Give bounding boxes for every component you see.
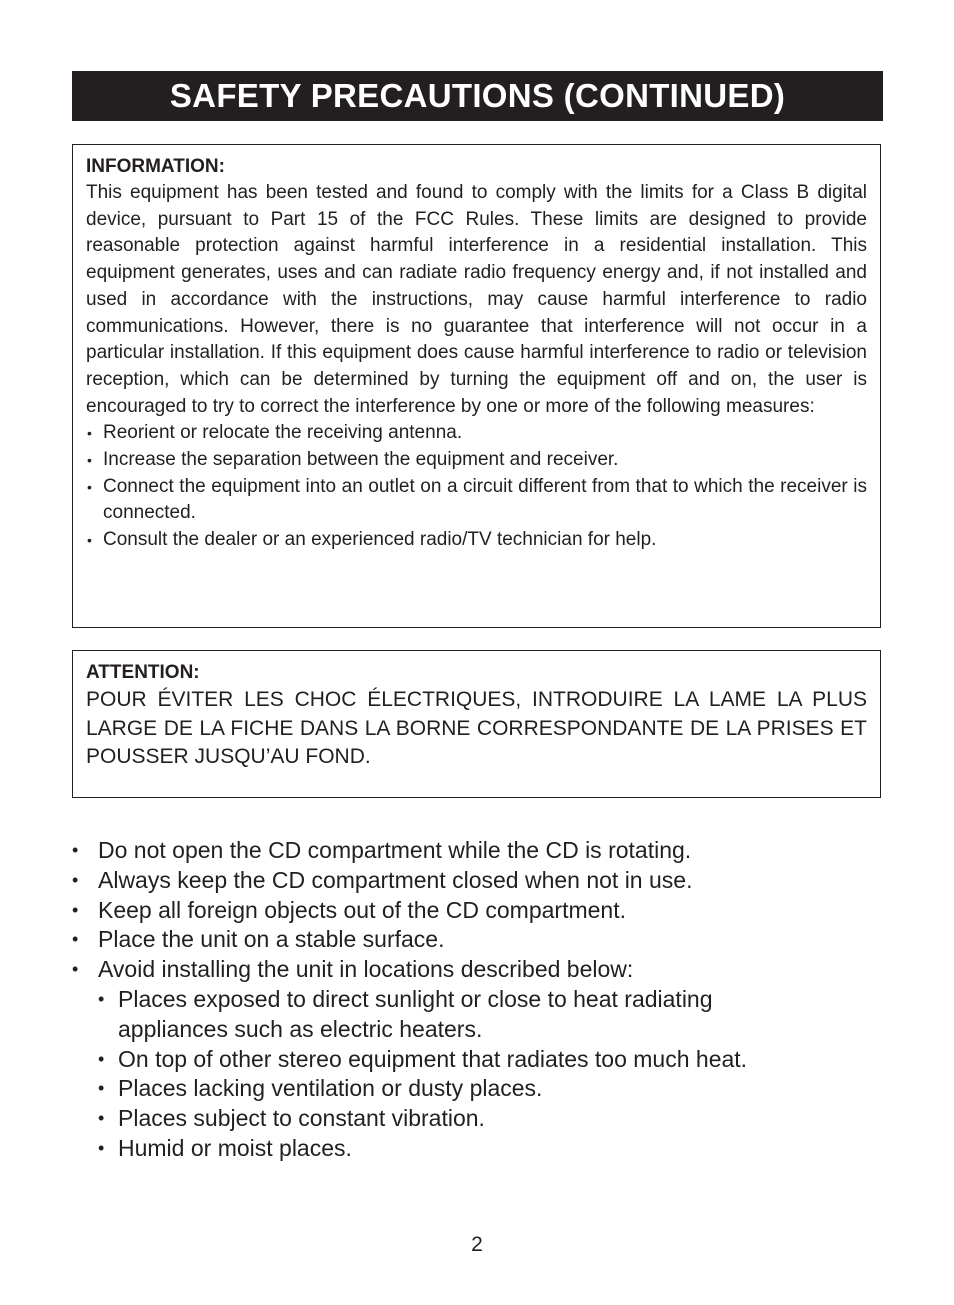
page-number: 2 (471, 1233, 483, 1256)
location-item: • Places subject to constant vibration. (98, 1104, 772, 1134)
precaution-item: • Place the unit on a stable surface. (72, 925, 772, 955)
measure-item: • Increase the separation between the equipment and receiver. (86, 447, 867, 474)
bullet-icon: • (98, 988, 105, 1009)
information-heading: INFORMATION: (86, 156, 225, 177)
information-box (72, 144, 881, 628)
precaution-item: • Keep all foreign objects out of the CD compartment. (72, 896, 772, 926)
precaution-item: • Do not open the CD compartment while the CD is rotating. (72, 836, 772, 866)
page-title: SAFETY PRECAUTIONS (CONTINUED) (169, 77, 786, 114)
locations-list (98, 985, 772, 1164)
information-text: This equipment has been tested and found to comply with the limits for a Class B digital device, pursuant to Part 15 of the FCC Rules. These limits are designed to provide reasonable protection against harmful interference in a residential installation. This equipment generates, uses and can radiate radio frequency energy and, if not installed and used in accordance with the instructions, may cause harmful interference to radio communications. However, there is no guarantee that interference will not occur in a particular installation. If this equipment does cause harmful interference to radio or television reception, which can be determined by turning the equipment off and on, the user is encouraged to try to correct the interference by one or more of the following measures: (86, 182, 867, 417)
measure-item: • Reorient or relocate the receiving antenna. (86, 420, 867, 447)
precaution-item: • Avoid installing the unit in locations described below: • Places exposed to direct sunlight or close to heat radiating appliances such as electric heaters. • On top of other stereo equipment that radiates too much heat. • Places lacking ventilation or dusty places. • Places subject to constant vibration. • Humid or moist places. (72, 955, 772, 1164)
bullet-icon: • (98, 1078, 105, 1099)
bullet-icon: • (72, 929, 79, 950)
title-bar (72, 71, 883, 121)
precautions-list (72, 836, 772, 1164)
location-item: • Places lacking ventilation or dusty places. (98, 1074, 772, 1104)
precautions-section (72, 836, 772, 1164)
measure-item: • Consult the dealer or an experienced radio/TV technician for help. (86, 527, 867, 554)
attention-heading: ATTENTION: (86, 662, 200, 683)
location-item: • On top of other stereo equipment that radiates too much heat. (98, 1045, 772, 1075)
precaution-item: • Always keep the CD compartment closed when not in use. (72, 866, 772, 896)
measure-item: • Connect the equipment into an outlet on a circuit different from that to which the receiver is connected. (86, 474, 867, 527)
bullet-icon: • (72, 840, 79, 860)
bullet-icon: • (98, 1108, 105, 1129)
bullet-icon: • (72, 959, 79, 980)
bullet-icon: • (98, 1137, 105, 1158)
bullet-icon: • (72, 899, 79, 920)
bullet-icon: • (98, 1048, 105, 1069)
location-item: • Humid or moist places. (98, 1134, 772, 1164)
bullet-icon: • (72, 869, 79, 890)
location-item: • Places exposed to direct sunlight or close to heat radiating appliances such as electric heaters. (98, 985, 713, 1042)
attention-box (72, 650, 881, 798)
measures-list (86, 420, 867, 554)
attention-text: POUR ÉVITER LES CHOC ÉLECTRIQUES, INTRODUIRE LA LAME LA PLUS LARGE DE LA FICHE DANS LA BORNE CORRESPONDANTE DE LA PRISES ET POUSSER JUSQU’AU FOND. (86, 688, 867, 768)
